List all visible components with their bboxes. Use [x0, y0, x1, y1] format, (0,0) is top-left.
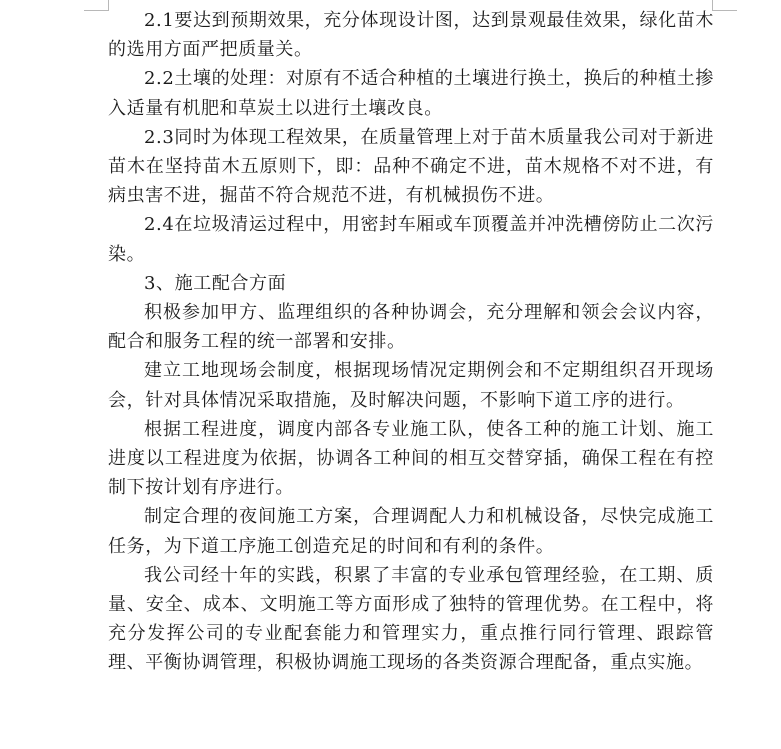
- paragraph-company-experience: 我公司经十年的实践，积累了丰富的专业承包管理经验，在工期、质量、安全、成本、文明施工等方面形成了独特的管理优势。在工程中，将充分发挥公司的专业配套能力和管理实力，重点推行同行管理、跟踪管理、平衡协调管理，积极协调施工现场的各类资源合理配备，重点实施。: [108, 564, 714, 674]
- paragraph-site-meeting-system: 建立工地现场会制度，根据现场情况定期例会和不定期组织召开现场会，针对具体情况采取措施，及时解决问题，不影响下道工序的进行。: [108, 360, 714, 411]
- paragraph-2-3: 2.3同时为体现工程效果，在质量管理上对于苗木质量我公司对于新进苗木在坚持苗木五原则下，即：品种不确定不进，苗木规格不对不进，有病虫害不进，掘苗不符合规范不进，有机械损伤不进。: [108, 126, 714, 207]
- page-corner-mark-left: [84, 0, 109, 11]
- paragraph-2-2: 2.2土壤的处理：对原有不适合种植的土壤进行换土，换后的种植土掺入适量有机肥和草炭土以进行土壤改良。: [108, 68, 714, 119]
- page-corner-mark-right: [712, 0, 737, 11]
- paragraph-coordination-meetings: 积极参加甲方、监理组织的各种协调会，充分理解和领会会议内容，配合和服务工程的统一部署和安排。: [108, 302, 714, 353]
- paragraph-night-construction: 制定合理的夜间施工方案，合理调配人力和机械设备，尽快完成施工任务，为下道工序施工创造充足的时间和有利的条件。: [108, 506, 714, 557]
- section-heading-3: 3、施工配合方面: [144, 272, 287, 294]
- paragraph-2-1: 2.1要达到预期效果，充分体现设计图，达到景观最佳效果，绿化苗木的选用方面严把质量关。: [108, 10, 714, 61]
- paragraph-progress-scheduling: 根据工程进度，调度内部各专业施工队，使各工种的施工计划、施工进度以工程进度为依据，协调各工种间的相互交替穿插，确保工程在有控制下按计划有序进行。: [108, 418, 714, 499]
- paragraph-2-4: 2.4在垃圾清运过程中，用密封车厢或车顶覆盖并冲洗槽傍防止二次污染。: [108, 214, 714, 265]
- document-body: [108, 6, 714, 678]
